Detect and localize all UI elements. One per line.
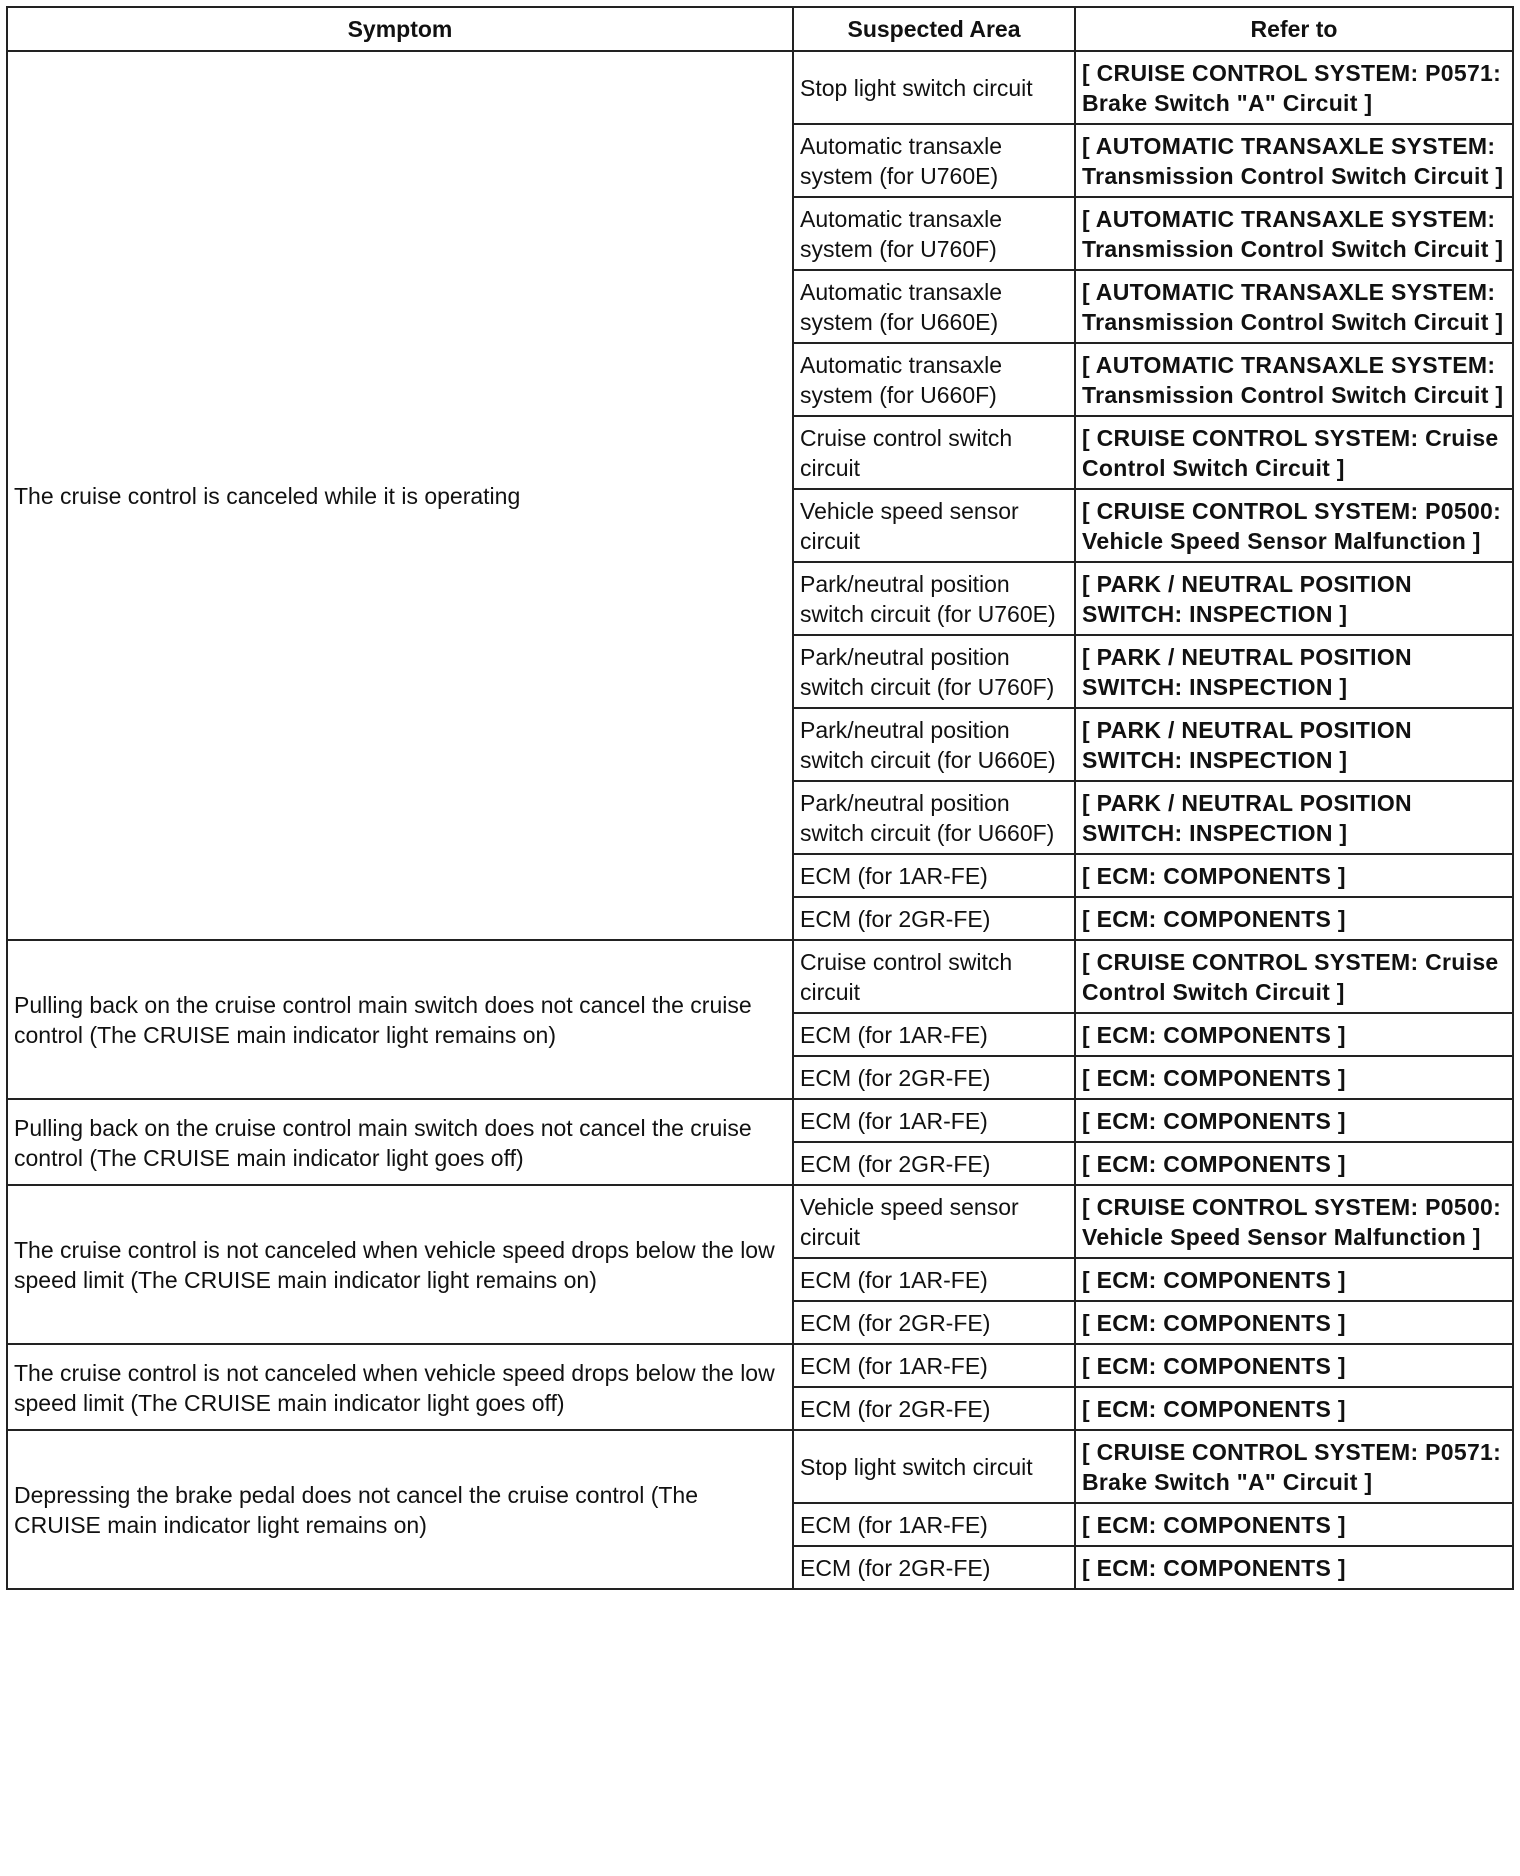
suspected-area-cell: Cruise control switch circuit [793, 940, 1075, 1013]
table-row [7, 940, 1513, 1013]
table-row [7, 51, 1513, 124]
suspected-area-cell: ECM (for 1AR-FE) [793, 1099, 1075, 1142]
refer-to-link[interactable]: [ ECM: COMPONENTS ] [1075, 1387, 1513, 1430]
symptom-cell: Pulling back on the cruise control main switch does not cancel the cruise control (The CRUISE main indicator light goes off) [7, 1099, 793, 1185]
suspected-area-cell: Automatic transaxle system (for U760F) [793, 197, 1075, 270]
symptom-cell: The cruise control is not canceled when vehicle speed drops below the low speed limit (The CRUISE main indicator light remains on) [7, 1185, 793, 1344]
refer-to-link[interactable]: [ AUTOMATIC TRANSAXLE SYSTEM: Transmission Control Switch Circuit ] [1075, 270, 1513, 343]
refer-to-link[interactable]: [ ECM: COMPONENTS ] [1075, 897, 1513, 940]
refer-to-link[interactable]: [ AUTOMATIC TRANSAXLE SYSTEM: Transmission Control Switch Circuit ] [1075, 343, 1513, 416]
header-suspected-area: Suspected Area [793, 7, 1075, 51]
suspected-area-cell: Vehicle speed sensor circuit [793, 489, 1075, 562]
symptom-cell: Depressing the brake pedal does not cancel the cruise control (The CRUISE main indicator light remains on) [7, 1430, 793, 1589]
suspected-area-cell: Cruise control switch circuit [793, 416, 1075, 489]
suspected-area-cell: Vehicle speed sensor circuit [793, 1185, 1075, 1258]
refer-to-link[interactable]: [ ECM: COMPONENTS ] [1075, 1099, 1513, 1142]
symptom-cell: The cruise control is not canceled when vehicle speed drops below the low speed limit (The CRUISE main indicator light goes off) [7, 1344, 793, 1430]
problem-symptoms-table [6, 6, 1514, 1590]
header-symptom: Symptom [7, 7, 793, 51]
suspected-area-cell: Park/neutral position switch circuit (for U660F) [793, 781, 1075, 854]
refer-to-link[interactable]: [ ECM: COMPONENTS ] [1075, 1301, 1513, 1344]
suspected-area-cell: ECM (for 2GR-FE) [793, 1387, 1075, 1430]
diagnosis-document [6, 6, 1512, 1590]
suspected-area-cell: Park/neutral position switch circuit (for U660E) [793, 708, 1075, 781]
suspected-area-cell: ECM (for 2GR-FE) [793, 1546, 1075, 1589]
refer-to-link[interactable]: [ PARK / NEUTRAL POSITION SWITCH: INSPECTION ] [1075, 562, 1513, 635]
refer-to-link[interactable]: [ CRUISE CONTROL SYSTEM: P0571: Brake Switch "A" Circuit ] [1075, 1430, 1513, 1503]
refer-to-link[interactable]: [ PARK / NEUTRAL POSITION SWITCH: INSPECTION ] [1075, 708, 1513, 781]
table-row [7, 1099, 1513, 1142]
refer-to-link[interactable]: [ ECM: COMPONENTS ] [1075, 1056, 1513, 1099]
suspected-area-cell: Automatic transaxle system (for U760E) [793, 124, 1075, 197]
refer-to-link[interactable]: [ CRUISE CONTROL SYSTEM: Cruise Control Switch Circuit ] [1075, 416, 1513, 489]
refer-to-link[interactable]: [ PARK / NEUTRAL POSITION SWITCH: INSPECTION ] [1075, 635, 1513, 708]
table-row [7, 1185, 1513, 1258]
refer-to-link[interactable]: [ AUTOMATIC TRANSAXLE SYSTEM: Transmission Control Switch Circuit ] [1075, 124, 1513, 197]
refer-to-link[interactable]: [ ECM: COMPONENTS ] [1075, 1258, 1513, 1301]
table-body [7, 51, 1513, 1589]
refer-to-link[interactable]: [ ECM: COMPONENTS ] [1075, 854, 1513, 897]
refer-to-link[interactable]: [ CRUISE CONTROL SYSTEM: P0500: Vehicle Speed Sensor Malfunction ] [1075, 489, 1513, 562]
suspected-area-cell: Automatic transaxle system (for U660F) [793, 343, 1075, 416]
refer-to-link[interactable]: [ CRUISE CONTROL SYSTEM: P0500: Vehicle Speed Sensor Malfunction ] [1075, 1185, 1513, 1258]
suspected-area-cell: Stop light switch circuit [793, 1430, 1075, 1503]
refer-to-link[interactable]: [ CRUISE CONTROL SYSTEM: P0571: Brake Switch "A" Circuit ] [1075, 51, 1513, 124]
symptom-cell: The cruise control is canceled while it is operating [7, 51, 793, 940]
refer-to-link[interactable]: [ ECM: COMPONENTS ] [1075, 1503, 1513, 1546]
header-row [7, 7, 1513, 51]
suspected-area-cell: ECM (for 2GR-FE) [793, 897, 1075, 940]
refer-to-link[interactable]: [ CRUISE CONTROL SYSTEM: Cruise Control Switch Circuit ] [1075, 940, 1513, 1013]
refer-to-link[interactable]: [ ECM: COMPONENTS ] [1075, 1013, 1513, 1056]
table-row [7, 1344, 1513, 1387]
refer-to-link[interactable]: [ PARK / NEUTRAL POSITION SWITCH: INSPECTION ] [1075, 781, 1513, 854]
suspected-area-cell: ECM (for 1AR-FE) [793, 1258, 1075, 1301]
refer-to-link[interactable]: [ ECM: COMPONENTS ] [1075, 1546, 1513, 1589]
header-refer-to: Refer to [1075, 7, 1513, 51]
suspected-area-cell: ECM (for 2GR-FE) [793, 1301, 1075, 1344]
refer-to-link[interactable]: [ ECM: COMPONENTS ] [1075, 1344, 1513, 1387]
suspected-area-cell: ECM (for 1AR-FE) [793, 854, 1075, 897]
suspected-area-cell: ECM (for 2GR-FE) [793, 1142, 1075, 1185]
refer-to-link[interactable]: [ ECM: COMPONENTS ] [1075, 1142, 1513, 1185]
suspected-area-cell: Park/neutral position switch circuit (for U760F) [793, 635, 1075, 708]
suspected-area-cell: ECM (for 1AR-FE) [793, 1503, 1075, 1546]
table-row [7, 1430, 1513, 1503]
suspected-area-cell: ECM (for 2GR-FE) [793, 1056, 1075, 1099]
suspected-area-cell: Automatic transaxle system (for U660E) [793, 270, 1075, 343]
symptom-cell: Pulling back on the cruise control main switch does not cancel the cruise control (The CRUISE main indicator light remains on) [7, 940, 793, 1099]
refer-to-link[interactable]: [ AUTOMATIC TRANSAXLE SYSTEM: Transmission Control Switch Circuit ] [1075, 197, 1513, 270]
suspected-area-cell: Stop light switch circuit [793, 51, 1075, 124]
suspected-area-cell: Park/neutral position switch circuit (for U760E) [793, 562, 1075, 635]
suspected-area-cell: ECM (for 1AR-FE) [793, 1344, 1075, 1387]
suspected-area-cell: ECM (for 1AR-FE) [793, 1013, 1075, 1056]
